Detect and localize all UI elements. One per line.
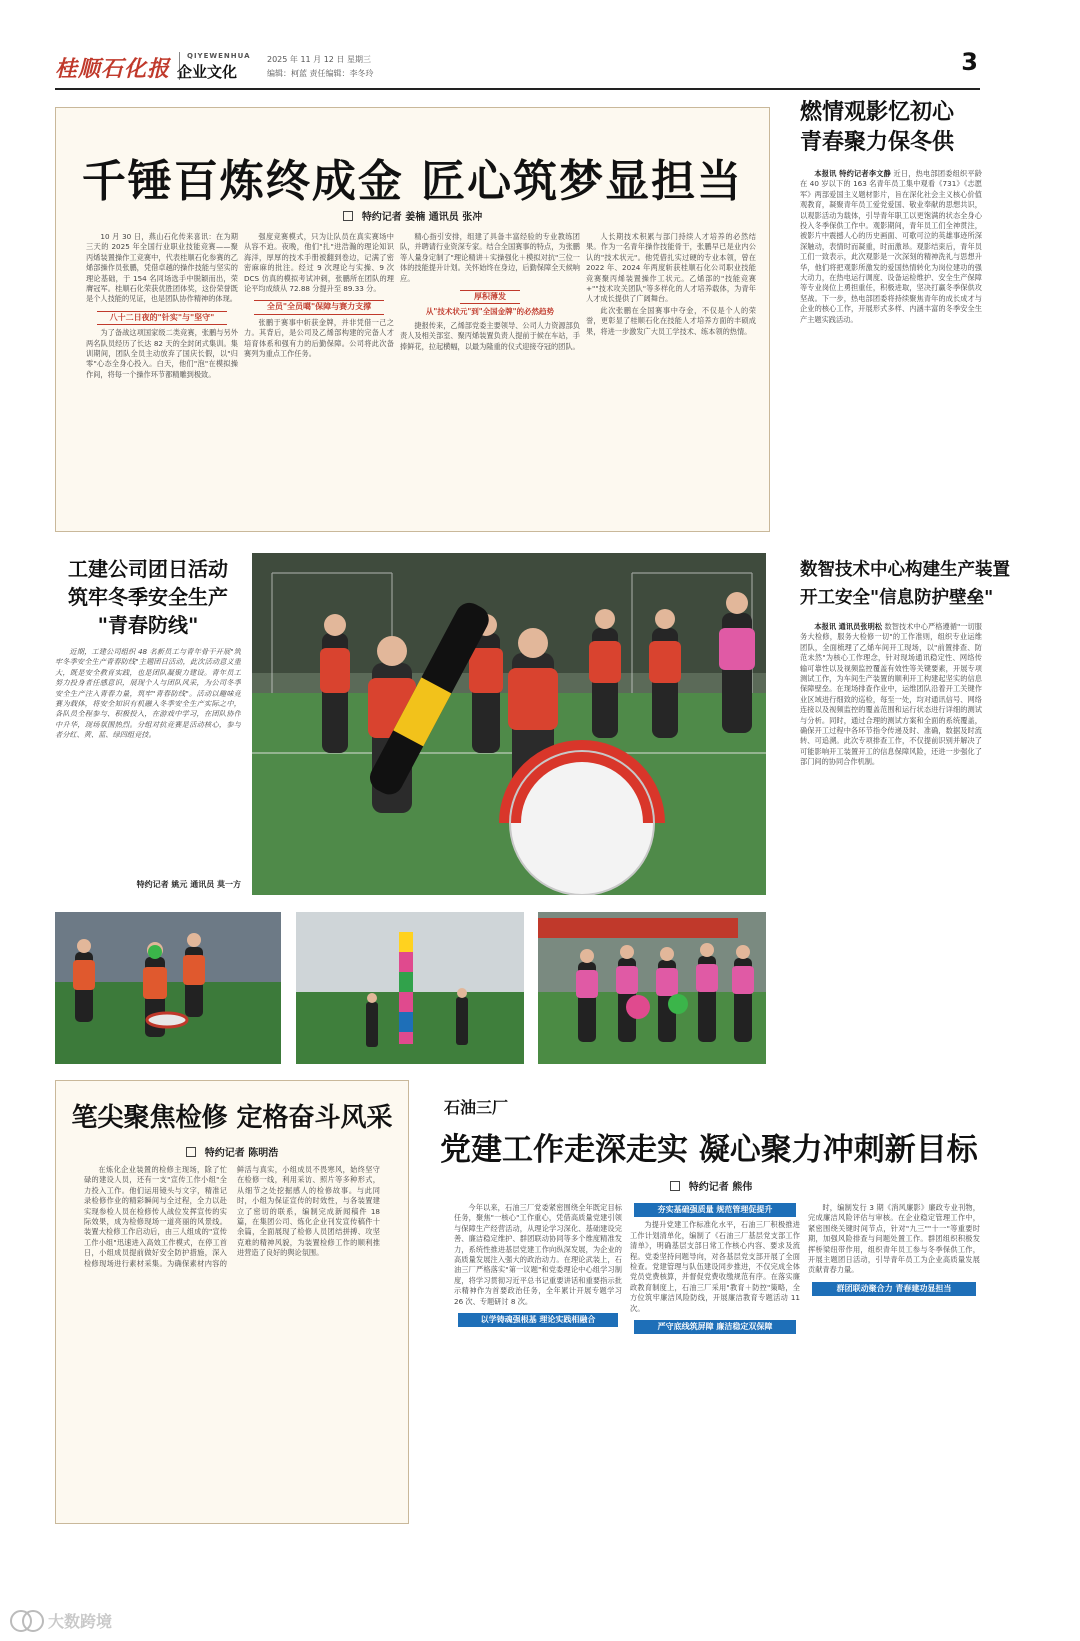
left-mid-headline-2: 筑牢冬季安全生产 [68,585,228,609]
bottom-left-byline-wrap [56,1141,408,1160]
left-mid-article [55,555,241,900]
lead-headline: 千锤百炼终成金 匠心筑梦显担当 [81,156,744,207]
lead-col-1b-text: 为了备战这项国家级二类竞赛，张鹏与另外两名队员经历了长达 82 天的全封闭式集训。集训期间，团队全员主动放弃了国庆长假，以"归零"心态全身心投入。白天，他们"泡"在模拟操作间，将每一个操作环节都精雕到极致。 [86,328,238,379]
photo-small-2-illustration [296,912,524,1064]
watermark-logo-icon-2 [22,1610,44,1632]
lead-col-3b-text: 捷报传来，乙烯部党委主要领导、公司人力资源部负责人及相关部室、聚丙烯装置负责人提前于候在车站，手捧鲜花，拉起横幅，以最为隆重的仪式迎接夺冠的团队。 [400,320,580,351]
byline-box-icon-3 [670,1181,680,1191]
photo-small-3 [538,912,766,1064]
lead-col-4 [586,232,756,522]
bottom-right-byline-wrap [440,1175,982,1194]
bottom-right-subhead-3: 严守底线筑屏障 廉洁稳定双保障 [634,1320,796,1334]
right-mid-text: 数智技术中心严格遵循"一切服务大检修，服务大检修一切"的工作准则，组织专业运维团队，全面梳理了乙烯车间开工现场，以"前置排查、防范未然"为核心工作理念，针对现场通讯稳定性、网络传输可靠性以及视频监控覆盖有效性等关键要素，开展专项测试工作，为车间生产装置的顺利开工构建起坚实的信息保障壁垒。在现场排查作业中，运维团队沿着开工关键作业区域进行细致的巡检，每至一处，均对通讯信号、网络连接以及视频监控的覆盖范围和运行状态进行详细的测试与分析。同时，通过合理的测试方案和全面的系统覆盖，确保开工过程中各环节指令传递及时、准确，数据及时流转、可追溯。此次专项排查工作，不仅提前识别并解决了可能影响开工装置开工的信息保障风险，还进一步强化了部门间的协同合作机制。 [800,622,982,767]
lead-subhead-2: 全员"全员噶"保障与赛力支撑 [254,300,384,314]
editors-line: 编辑：柯蓝 责任编辑：李冬玲 [267,69,374,78]
photo-small-1-illustration [55,912,281,1064]
right-mid-headline-2: 开工安全"信息防护壁垒" [800,588,994,608]
lead-col-4-text: 人长期技术积累与部门持续人才培养的必然结果。作为一名青年操作技能骨干，张鹏早已是业内公认的"技术状元"。他凭借扎实过硬的专业本领，曾在 2022 年、2024 年两度斩获桂顺石化公司职业技能竞赛聚丙烯装置操作工状元。乙烯部的"技能竞赛+""技术攻关团队"等多样化的人才培养载体，为青年人才成长提供了广阔舞台。 [586,232,756,304]
left-mid-byline: 特约记者 姚元 通讯员 莫一方 [136,880,241,889]
lead-col-1-text: 10 月 30 日，燕山石化传来喜讯：在为期三天的 2025 年全国行业职业技能竞赛——聚丙烯装置操作工竞赛中，代表桂顺石化参赛的乙烯部操作员张鹏，凭借卓越的操作技能与坚实的理论基础，于 154 名同场选手中脱颖而出，荣膺冠军。桂顺石化荣获优胜团体奖，这份荣誉既是个人技能的见证，也是团队协作精神的体现。 [86,232,238,304]
lead-col-1 [86,232,238,522]
lead-byline-text: 特约记者 姜楠 通讯员 张冲 [361,212,483,223]
right-top-text: 近日，热电部团委组织平龄在 40 岁以下的 163 名青年员工集中观看《731》《志愿军》两部爱国主义题材影片，旨在深化社会主义核心价值观教育，凝聚青年员工爱党爱国、敬业奉献的思想共识，以观影活动为载体，引导青年职工以更饱满的状态全身心投入冬季保供工作中。观影期间，青年员工们全神贯注，被影片中震撼人心的历史画面、可歌可泣的英雄事迹所深深触动，表情时而凝重，时而激昂。观影结束后，青年员工们一致表示，此次观影是一次深刻的精神洗礼与思想升华，他们将把观影所激发的爱国热情转化为岗位建功的强大动力，在热电运行调度、设备运检维护、安全生产保障等专业岗位上勇担重任，积极进取，坚决打赢冬季保供攻坚战。下一步，热电部团委将持续聚焦青年的成长成才与企业的核心工作，开展形式多样、内涵丰富的冬季安全生产主题实践活动。 [800,169,982,324]
right-mid-headline-1: 数智技术中心构建生产装置 [800,560,1010,580]
bottom-right-col-3-text: 时，编制发行 3 期《消风廉影》廉政专业刊物，完成廉洁风险评估与审核。在企业稳定管理工作中，紧密围绕关键时间节点，针对"九三""十一"等重要时期，加强风险排查与问题处置工作。群团组织积极发挥桥梁纽带作用，组织青年员工参与冬季保供工作，开展主题团日活动，引导青年员工为企业高质量发展贡献青春力量。 [808,1203,980,1275]
watermark-text: 大数跨境 [48,1612,113,1631]
right-top-headline-1: 燃情观影忆初心 [800,99,955,125]
bottom-left-byline: 特约记者 陈明浩 [204,1148,279,1159]
lead-subhead-3: 厚积薄发 [460,290,520,304]
bottom-right-article [440,1095,982,1525]
lead-col-2b-text: 张鹏于赛事中斩获金牌，并非凭借一己之力。其背后，是公司及乙烯部构建的完备人才培育体系和强有力的后勤保障。公司将此次备赛列为重点工作任务。 [244,317,394,359]
bottom-left-text: 在炼化企业装置的检修主现场，除了忙碌的建设人员，还有一支"宣传工作小组"全力投入工作。他们运用镜头与文字，精准记录检修作业的精彩瞬间与全过程，全力以赴实现参检人员在检修传人战位发挥宣传的实际效果，成为检修现场一道亮丽的风景线。装置大检修工作启动后，由三人组成的"宣传工作小组"迅速进入高效工作模式，在停工首日，小组成员提前做好安全防护措施，深入检修现场进行素材采集。为确保素材内容的鲜活与真实，小组成员不畏寒风，始终坚守在检修一线，利用采访、照片等多种形式，从细节之处挖掘感人的检修故事。与此同时，小组为保证宣传的时效性，与各装置建立了密切的联系，编制完成新闻稿件 18 篇，在集团公司、炼化企业刊发宣传稿件十余篇，全面展现了检修人员团结拼搏、攻坚克难的精神风貌，为装置检修工作的顺利推进营造了良好的舆论氛围。 [84,1165,380,1268]
right-top-headline-2: 青春聚力保冬供 [800,129,955,155]
bottom-right-subhead-2: 以学铸魂强根基 理论实践相融合 [458,1313,618,1327]
byline-box-icon [343,211,353,221]
lead-col-3 [400,232,580,522]
bottom-right-headline: 党建工作走深走实 凝心聚力冲刺新目标 [440,1132,978,1168]
main-photo-illustration [252,553,766,895]
byline-box-icon-2 [186,1147,196,1157]
bottom-left-headline: 笔尖聚焦检修 定格奋斗风采 [71,1103,393,1133]
right-top-body [800,169,982,539]
section-name: 企业文化 [177,63,238,81]
right-mid-byline: 本报讯 通讯员张明松 [814,622,883,631]
right-top-article [800,97,982,537]
bottom-right-col-2-text: 为提升党建工作标准化水平，石油三厂积极推进工作计划清单化，编制了《石油三厂基层党支部工作清单》，明确基层支部日常工作核心内容、要求及流程。党委坚持问题导向，对各基层党支部开展了全面检查。党建管理与队伍建设同步推进，不仅完成全体党员党费核算，并督促党费收缴规范有序。在落实廉政教育制度上，石油三厂采用"教育＋防控"策略，全方位筑牢廉洁风险防线，开展廉洁教育专题活动 11 次。 [630,1220,800,1313]
bottom-right-kicker: 石油三厂 [444,1098,509,1117]
bottom-left-article [55,1080,409,1524]
bottom-right-subhead-4: 群团联动聚合力 青春建功显担当 [812,1282,976,1296]
bottom-right-subhead-1: 夯实基础强质量 规范管理促提升 [634,1203,796,1217]
photo-small-1 [55,912,281,1064]
left-mid-headline-1: 工建公司团日活动 [68,557,228,581]
lead-col-3-text: 精心指引安排，组建了具备丰富经验的专业教练团队，并聘请行业资深专家。结合全国赛事的特点，为张鹏等人量身定制了"理论精讲＋实操强化＋模拟对抗"三位一体的技能提升计划。关怀始终在身边，后勤保障全天候响应。 [400,232,580,283]
bottom-right-col-1-text: 今年以来，石油三厂党委紧密围绕全年既定目标任务，聚焦"一核心"工作重心，凭借高质量党建引领与保障生产经营活动，从理论学习深化、基础建设完善、廉洁稳定维护、群团联动协同等多个维度精准发力，系统性推进基层党建工作向纵深发展，为企业的高质量发展注入强大的政治动力。在理论武装上，石油三厂严格落实"第一议题"和党委理论中心组学习制度，将学习贯彻习近平总书记重要讲话和重要指示批示精神作为首要政治任务，全年累计开展专题学习 26 次、专题研讨 8 次。 [454,1203,622,1306]
lead-subhead-1: 八十二日夜的"针实"与"坚守" [97,311,227,325]
bottom-left-body [84,1165,380,1510]
left-mid-text: 近期，工建公司组织 48 名新员工与青年骨干开展"筑牢冬季安全生产青春防线"主题团日活动，此次活动意义重大，既是安全教育实践，也是团队凝聚力建设。青年员工努力投身者任感意识，展现个人与团队风采，为公司冬季安全生产注入青春力量，筑牢"青春防线"。活动以趣味竞赛为载体，将安全知识有机融入冬季安全生产实际之中，各队员全程参与、积极投入，在游戏中学习，在团队协作中升华，现场氛围热烈。分组对抗竞赛是活动核心，参与者分红、黄、蓝、绿四组竞技。 [55,647,241,740]
bottom-right-col-1 [454,1203,622,1519]
left-mid-body [55,647,241,875]
section-pinyin: QIYEWENHUA [187,52,251,60]
lead-col-4b-text: 此次张鹏在全国赛事中夺金，不仅是个人的荣誉，更彰显了桂顺石化在技能人才培养方面的丰硕成果，将进一步激发广大员工学技术、练本领的热情。 [586,305,756,336]
right-mid-body [800,622,982,1052]
right-mid-article [800,556,1010,1076]
masthead [55,44,980,88]
lead-col-2-text: 强度竞赛模式，只为让队员在真实赛场中从容不迫。夜晚，他们"扎"进浩瀚的理论知识海洋，厚厚的技术手册被翻到卷边，记满了密密麻麻的批注。经过 9 次理论与实操、9 次 DCS 仿真的模拟考试冲刺，张鹏所在团队的理论平均成绩从 72.88 分提升至 89.33 分。 [244,232,394,294]
lead-byline [56,205,769,224]
page-number: 3 [961,48,978,76]
bottom-right-col-2 [630,1203,800,1519]
photo-small-3-illustration [538,912,766,1064]
lead-article [55,107,770,532]
left-mid-headline-3: "青春防线" [97,613,199,637]
photo-small-2 [296,912,524,1064]
date-line: 2025 年 11 月 12 日 星期三 [267,55,371,64]
paper-name: 桂顺石化报 [55,56,171,82]
lead-col-2 [244,232,394,522]
bottom-right-byline: 特约记者 熊伟 [688,1182,753,1193]
lead-subhead-3b: 从"技术状元"到"全国金牌"的必然趋势 [425,307,555,317]
masthead-rule [55,88,980,90]
bottom-right-col-3 [808,1203,980,1519]
main-photo [252,553,766,895]
right-top-byline: 本报讯 特约记者李文静 [814,169,891,178]
